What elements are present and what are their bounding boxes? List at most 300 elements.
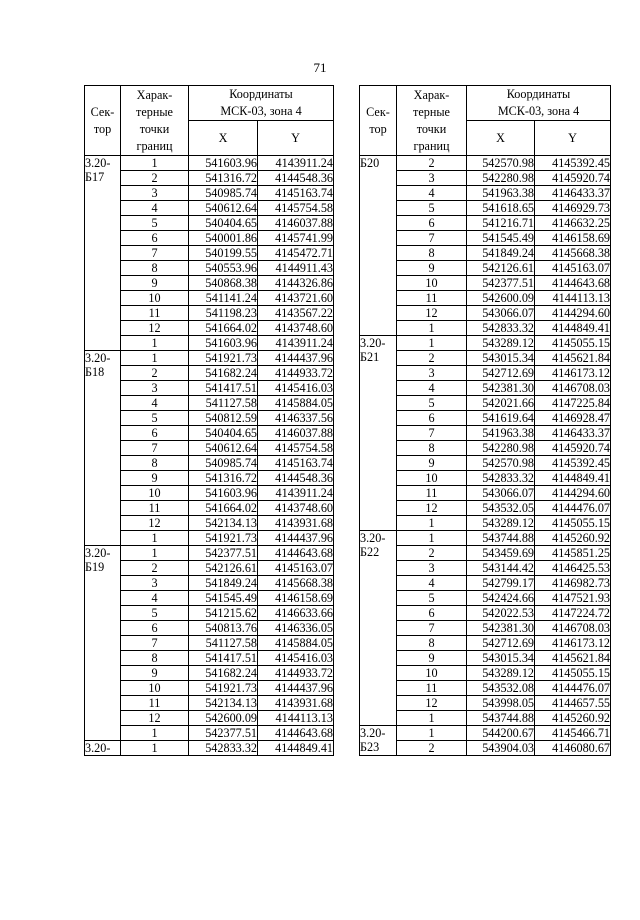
coord-x: 543015.34 (467, 351, 535, 366)
point-number: 12 (397, 696, 467, 711)
point-number: 8 (121, 651, 189, 666)
coord-x: 542280.98 (467, 171, 535, 186)
coord-y: 4145851.25 (535, 546, 611, 561)
point-number: 1 (397, 726, 467, 741)
coord-y: 4144476.07 (535, 501, 611, 516)
coord-y: 4144294.60 (535, 486, 611, 501)
coord-x: 540612.64 (189, 201, 258, 216)
coord-y: 4146337.56 (258, 411, 334, 426)
coord-x: 542799.17 (467, 576, 535, 591)
point-number: 5 (397, 591, 467, 606)
point-number: 9 (121, 276, 189, 291)
table-row (85, 426, 334, 441)
coord-y: 4143748.60 (258, 501, 334, 516)
table-row (360, 171, 611, 186)
table-row (85, 726, 334, 741)
coord-x: 544200.67 (467, 726, 535, 741)
coord-y: 4144548.36 (258, 471, 334, 486)
table-row (360, 441, 611, 456)
table-row (360, 366, 611, 381)
coord-x: 541682.24 (189, 666, 258, 681)
point-number: 2 (397, 546, 467, 561)
coord-x: 541141.24 (189, 291, 258, 306)
point-number: 1 (121, 351, 189, 366)
point-number: 10 (397, 666, 467, 681)
coord-x: 542833.32 (467, 471, 535, 486)
table-row (360, 261, 611, 276)
table-row (85, 546, 334, 561)
table-row (360, 666, 611, 681)
coord-x: 542424.66 (467, 591, 535, 606)
coord-y: 4144643.68 (535, 276, 611, 291)
sector-label: Б17 (85, 170, 105, 184)
coord-y: 4146336.05 (258, 621, 334, 636)
header-sector: Сек- тор (360, 86, 397, 156)
coord-x: 542600.09 (467, 291, 535, 306)
coord-y: 4146433.37 (535, 186, 611, 201)
point-number: 5 (121, 216, 189, 231)
coord-y: 4146425.53 (535, 561, 611, 576)
table-row (360, 711, 611, 726)
table-row (360, 336, 611, 351)
coord-x: 542600.09 (189, 711, 258, 726)
point-number: 1 (397, 516, 467, 531)
coord-x: 541682.24 (189, 366, 258, 381)
table-row (85, 321, 334, 336)
point-number: 1 (397, 711, 467, 726)
point-number: 4 (121, 396, 189, 411)
coord-y: 4145884.05 (258, 396, 334, 411)
point-number: 6 (397, 411, 467, 426)
page-number: 71 (313, 60, 327, 75)
coord-x: 543289.12 (467, 516, 535, 531)
header-x: X (467, 121, 535, 156)
point-number: 11 (397, 681, 467, 696)
coord-y: 4146708.03 (535, 621, 611, 636)
coord-x: 542570.98 (467, 456, 535, 471)
table-row (85, 291, 334, 306)
coord-x: 540404.65 (189, 216, 258, 231)
coord-x: 540199.55 (189, 246, 258, 261)
coord-x: 541316.72 (189, 171, 258, 186)
table-row (85, 366, 334, 381)
table-row (85, 696, 334, 711)
coord-y: 4144476.07 (535, 681, 611, 696)
table-row (360, 696, 611, 711)
point-number: 11 (121, 306, 189, 321)
coord-x: 541215.62 (189, 606, 258, 621)
table-row (85, 531, 334, 546)
coord-x: 541619.64 (467, 411, 535, 426)
coord-x: 541618.65 (467, 201, 535, 216)
coord-y: 4145668.38 (535, 246, 611, 261)
sector-label: 3.20- (360, 336, 386, 350)
coord-x: 542712.69 (467, 636, 535, 651)
coord-x: 542381.30 (467, 381, 535, 396)
point-number: 3 (121, 576, 189, 591)
table-row (360, 576, 611, 591)
point-number: 9 (121, 666, 189, 681)
coordinates-table-right (359, 85, 611, 756)
sector-label: Б20 (360, 156, 380, 170)
coord-y: 4146037.88 (258, 426, 334, 441)
coord-y: 4145392.45 (535, 456, 611, 471)
point-number: 11 (121, 501, 189, 516)
coord-y: 4145668.38 (258, 576, 334, 591)
table-row (85, 186, 334, 201)
table-row (85, 396, 334, 411)
coord-y: 4144933.72 (258, 666, 334, 681)
coord-y: 4144437.96 (258, 531, 334, 546)
coord-x: 543066.07 (467, 486, 535, 501)
point-number: 6 (397, 606, 467, 621)
point-number: 10 (397, 276, 467, 291)
sector-cell (360, 156, 397, 336)
coord-y: 4145621.84 (535, 651, 611, 666)
coord-x: 542712.69 (467, 366, 535, 381)
sector-label: 3.20- (360, 726, 386, 740)
coord-x: 543459.69 (467, 546, 535, 561)
coord-y: 4145055.15 (535, 336, 611, 351)
coord-y: 4145260.92 (535, 711, 611, 726)
sector-label: Б23 (360, 740, 380, 754)
coord-x: 542833.32 (189, 741, 258, 756)
coord-y: 4146929.73 (535, 201, 611, 216)
coord-x: 540812.59 (189, 411, 258, 426)
point-number: 5 (397, 396, 467, 411)
table-row (85, 381, 334, 396)
table-row (85, 486, 334, 501)
coord-x: 540985.74 (189, 186, 258, 201)
point-number: 5 (397, 201, 467, 216)
coord-x: 542377.51 (467, 276, 535, 291)
point-number: 3 (397, 171, 467, 186)
coord-x: 541664.02 (189, 501, 258, 516)
table-row (360, 726, 611, 741)
point-number: 10 (121, 291, 189, 306)
point-number: 11 (121, 696, 189, 711)
coord-y: 4146158.69 (535, 231, 611, 246)
coord-y: 4145055.15 (535, 666, 611, 681)
table-row (360, 456, 611, 471)
point-number: 1 (121, 741, 189, 756)
point-number: 7 (397, 426, 467, 441)
coord-x: 542126.61 (467, 261, 535, 276)
table-row (85, 711, 334, 726)
coord-x: 541216.71 (467, 216, 535, 231)
coord-y: 4143931.68 (258, 696, 334, 711)
table-row (360, 471, 611, 486)
table-row (360, 396, 611, 411)
coord-y: 4144437.96 (258, 351, 334, 366)
point-number: 4 (397, 576, 467, 591)
point-number: 4 (121, 591, 189, 606)
coord-x: 540985.74 (189, 456, 258, 471)
table-row (85, 171, 334, 186)
sector-label: Б21 (360, 350, 380, 364)
sector-label: Б22 (360, 545, 380, 559)
coord-x: 542022.53 (467, 606, 535, 621)
coord-x: 543532.05 (467, 501, 535, 516)
coord-x: 540612.64 (189, 441, 258, 456)
coord-y: 4147224.72 (535, 606, 611, 621)
coord-x: 543066.07 (467, 306, 535, 321)
sector-label: 3.20- (85, 351, 111, 365)
coord-x: 541127.58 (189, 396, 258, 411)
table-row (360, 741, 611, 756)
coord-x: 540868.38 (189, 276, 258, 291)
coord-y: 4143911.24 (258, 486, 334, 501)
sector-cell (360, 531, 397, 726)
sector-label: 3.20- (85, 741, 111, 755)
table-row (85, 306, 334, 321)
coord-x: 542134.13 (189, 696, 258, 711)
coord-y: 4145163.07 (535, 261, 611, 276)
header-coordinates: Координаты МСК-03, зона 4 (189, 86, 334, 121)
coord-x: 541545.49 (189, 591, 258, 606)
coord-x: 541921.73 (189, 531, 258, 546)
table-row (85, 576, 334, 591)
coord-x: 541921.73 (189, 681, 258, 696)
coord-x: 543904.03 (467, 741, 535, 756)
table-row (360, 411, 611, 426)
coord-x: 543144.42 (467, 561, 535, 576)
coord-x: 542833.32 (467, 321, 535, 336)
point-number: 1 (397, 336, 467, 351)
table-row (360, 306, 611, 321)
coord-y: 4144911.43 (258, 261, 334, 276)
coord-x: 540404.65 (189, 426, 258, 441)
coord-y: 4144849.41 (258, 741, 334, 756)
point-number: 1 (121, 531, 189, 546)
point-number: 3 (397, 366, 467, 381)
point-number: 12 (397, 306, 467, 321)
table-row (360, 486, 611, 501)
table-row (85, 336, 334, 351)
table-row (360, 276, 611, 291)
coord-y: 4144849.41 (535, 321, 611, 336)
coord-x: 542570.98 (467, 156, 535, 171)
coord-x: 541316.72 (189, 471, 258, 486)
coord-x: 543744.88 (467, 531, 535, 546)
coord-x: 542126.61 (189, 561, 258, 576)
table-row (85, 621, 334, 636)
point-number: 7 (121, 246, 189, 261)
coord-y: 4145163.74 (258, 456, 334, 471)
point-number: 7 (397, 621, 467, 636)
point-number: 1 (121, 156, 189, 171)
coord-y: 4143721.60 (258, 291, 334, 306)
table-row (85, 651, 334, 666)
point-number: 9 (397, 651, 467, 666)
coord-y: 4145920.74 (535, 171, 611, 186)
coord-x: 542377.51 (189, 546, 258, 561)
coord-y: 4144849.41 (535, 471, 611, 486)
coord-y: 4145741.99 (258, 231, 334, 246)
coord-x: 540813.76 (189, 621, 258, 636)
coord-y: 4145472.71 (258, 246, 334, 261)
coord-x: 542134.13 (189, 516, 258, 531)
table-row (85, 246, 334, 261)
coord-x: 542381.30 (467, 621, 535, 636)
coord-y: 4144657.55 (535, 696, 611, 711)
point-number: 2 (397, 741, 467, 756)
header-y: Y (535, 121, 611, 156)
coord-x: 541849.24 (189, 576, 258, 591)
coord-y: 4146633.66 (258, 606, 334, 621)
header-x: X (189, 121, 258, 156)
point-number: 1 (397, 531, 467, 546)
point-number: 3 (121, 186, 189, 201)
point-number: 1 (121, 336, 189, 351)
coord-y: 4146173.12 (535, 366, 611, 381)
coord-y: 4146928.47 (535, 411, 611, 426)
table-row (85, 606, 334, 621)
table-row (360, 156, 611, 171)
coord-x: 542280.98 (467, 441, 535, 456)
coord-y: 4146632.25 (535, 216, 611, 231)
coord-x: 541603.96 (189, 336, 258, 351)
coord-x: 541963.38 (467, 426, 535, 441)
coord-x: 543289.12 (467, 336, 535, 351)
point-number: 6 (121, 231, 189, 246)
sector-cell (85, 546, 121, 741)
coord-x: 543998.05 (467, 696, 535, 711)
coord-y: 4145260.92 (535, 531, 611, 546)
point-number: 5 (121, 606, 189, 621)
table-row (85, 156, 334, 171)
table-row (85, 351, 334, 366)
point-number: 4 (397, 186, 467, 201)
point-number: 9 (397, 456, 467, 471)
coord-x: 543532.08 (467, 681, 535, 696)
coord-x: 542377.51 (189, 726, 258, 741)
table-row (360, 351, 611, 366)
table-row (360, 246, 611, 261)
point-number: 8 (121, 456, 189, 471)
table-row (360, 516, 611, 531)
coord-x: 541664.02 (189, 321, 258, 336)
coord-y: 4147521.93 (535, 591, 611, 606)
coord-y: 4147225.84 (535, 396, 611, 411)
point-number: 6 (121, 621, 189, 636)
point-number: 2 (121, 171, 189, 186)
coord-y: 4146037.88 (258, 216, 334, 231)
coord-y: 4145754.58 (258, 441, 334, 456)
table-row (360, 606, 611, 621)
coord-y: 4146982.73 (535, 576, 611, 591)
coord-y: 4144933.72 (258, 366, 334, 381)
point-number: 1 (121, 546, 189, 561)
coord-y: 4146173.12 (535, 636, 611, 651)
table-row (360, 546, 611, 561)
point-number: 7 (121, 636, 189, 651)
coord-y: 4145055.15 (535, 516, 611, 531)
point-number: 5 (121, 411, 189, 426)
table-row (85, 231, 334, 246)
sector-cell (85, 741, 121, 756)
header-points: Харак- терные точки границ (121, 86, 189, 156)
point-number: 8 (397, 636, 467, 651)
sector-cell (85, 351, 121, 546)
table-row (360, 186, 611, 201)
table-row (85, 216, 334, 231)
table-row (360, 381, 611, 396)
point-number: 7 (121, 441, 189, 456)
table-row (360, 621, 611, 636)
coordinates-table-left (84, 85, 334, 756)
coord-y: 4144643.68 (258, 546, 334, 561)
point-number: 10 (121, 681, 189, 696)
point-number: 2 (121, 366, 189, 381)
coord-y: 4145163.74 (258, 186, 334, 201)
point-number: 6 (121, 426, 189, 441)
coord-y: 4145884.05 (258, 636, 334, 651)
coord-x: 541198.23 (189, 306, 258, 321)
table-row (360, 231, 611, 246)
table-row (360, 501, 611, 516)
coord-x: 540553.96 (189, 261, 258, 276)
table-row (85, 666, 334, 681)
point-number: 2 (121, 561, 189, 576)
table-row (360, 321, 611, 336)
point-number: 9 (121, 471, 189, 486)
coord-x: 541603.96 (189, 156, 258, 171)
point-number: 10 (121, 486, 189, 501)
table-row (360, 426, 611, 441)
coord-y: 4145416.03 (258, 381, 334, 396)
coord-y: 4144643.68 (258, 726, 334, 741)
header-y: Y (258, 121, 334, 156)
point-number: 4 (397, 381, 467, 396)
coord-y: 4143931.68 (258, 516, 334, 531)
point-number: 3 (397, 561, 467, 576)
table-row (360, 531, 611, 546)
coord-x: 541921.73 (189, 351, 258, 366)
table-row (85, 471, 334, 486)
coord-x: 543015.34 (467, 651, 535, 666)
coord-y: 4146433.37 (535, 426, 611, 441)
table-row (85, 516, 334, 531)
sector-label: 3.20- (85, 156, 111, 170)
sector-label: 3.20- (360, 531, 386, 545)
header-sector: Сек- тор (85, 86, 121, 156)
coord-y: 4145466.71 (535, 726, 611, 741)
coord-y: 4145392.45 (535, 156, 611, 171)
coord-x: 541849.24 (467, 246, 535, 261)
coord-x: 540001.86 (189, 231, 258, 246)
point-number: 3 (121, 381, 189, 396)
table-row (85, 561, 334, 576)
point-number: 12 (121, 711, 189, 726)
coord-y: 4143911.24 (258, 156, 334, 171)
sector-cell (360, 726, 397, 756)
sector-cell (360, 336, 397, 531)
table-row (85, 591, 334, 606)
table-row (85, 741, 334, 756)
table-row (85, 261, 334, 276)
table-row (85, 276, 334, 291)
table-row (85, 456, 334, 471)
coord-x: 541417.51 (189, 651, 258, 666)
point-number: 1 (397, 321, 467, 336)
table-row (360, 216, 611, 231)
table-row (85, 636, 334, 651)
coord-x: 541603.96 (189, 486, 258, 501)
coord-y: 4143567.22 (258, 306, 334, 321)
table-row (85, 411, 334, 426)
point-number: 12 (121, 516, 189, 531)
